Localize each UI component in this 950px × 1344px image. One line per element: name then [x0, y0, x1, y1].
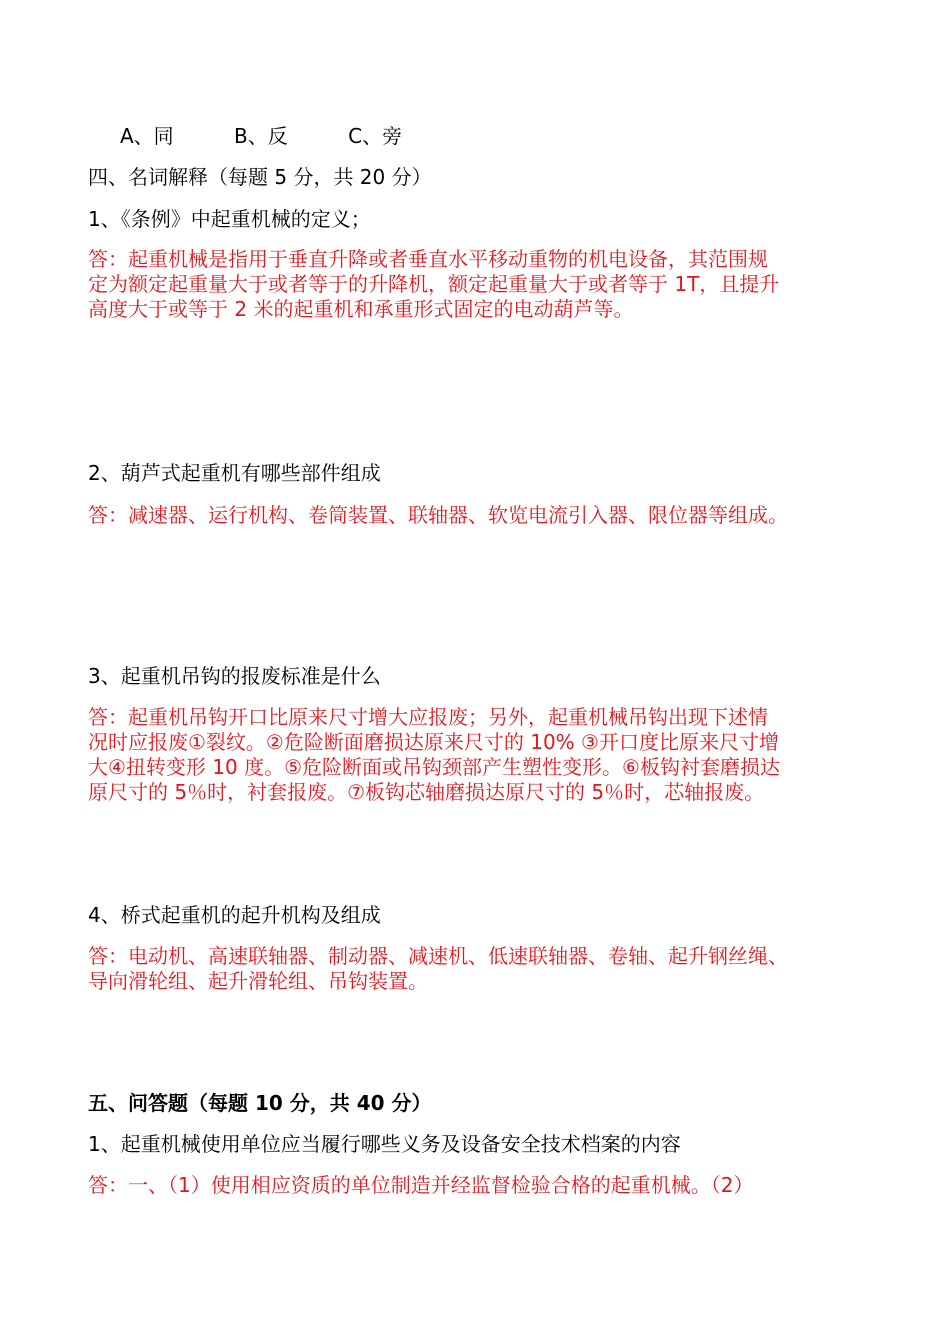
answer-line: 答：起重机吊钩开口比原来尺寸增大应报废；另外，起重机械吊钩出现下述情: [88, 705, 768, 729]
section4-answer-2: [88, 503, 878, 528]
answer-line: 答：电动机、高速联轴器、制动器、减速机、低速联轴器、卷轴、起升钢丝绳、: [88, 944, 788, 968]
section4-answer-4: [88, 944, 878, 994]
answer-line: 定为额定起重量大于或者等于的升降机，额定起重量大于或者等于 1T，且提升: [88, 272, 780, 296]
option-b: B、反: [234, 124, 288, 148]
section4-question-1: 1、《条例》中起重机械的定义；: [88, 207, 371, 231]
section5-answer-1: [88, 1173, 878, 1198]
answer-line: 答：起重机械是指用于垂直升降或者垂直水平移动重物的机电设备，其范围规: [88, 247, 768, 271]
answer-line: 原尺寸的 5％时，衬套报废。⑦板钩芯轴磨损达原尺寸的 5％时，芯轴报废。: [88, 780, 765, 804]
section4-question-4: 4、桥式起重机的起升机构及组成: [88, 903, 381, 927]
section4-answer-3: [88, 705, 878, 805]
option-c: C、旁: [348, 124, 403, 148]
section4-question-2: 2、葫芦式起重机有哪些部件组成: [88, 461, 381, 485]
section5-question-1: 1、起重机械使用单位应当履行哪些义务及设备安全技术档案的内容: [88, 1132, 681, 1156]
answer-line: 况时应报废①裂纹。②危险断面磨损达原来尺寸的 10% ③开口度比原来尺寸增: [88, 730, 779, 754]
section5-heading: 五、问答题（每题 10 分，共 40 分）: [88, 1091, 432, 1115]
answer-line: 大④扭转变形 10 度。⑤危险断面或吊钩颈部产生塑性变形。⑥板钩衬套磨损达: [88, 755, 780, 779]
section4-answer-1: [88, 247, 878, 322]
answer-line: 高度大于或等于 2 米的起重机和承重形式固定的电动葫芦等。: [88, 297, 634, 321]
options-row: [120, 124, 910, 149]
answer-line: 答：减速器、运行机构、卷筒装置、联轴器、软览电流引入器、限位器等组成。: [88, 503, 788, 527]
section4-heading: 四、名词解释（每题 5 分，共 20 分）: [88, 165, 432, 189]
answer-line: 答：一、（1）使用相应资质的单位制造并经监督检验合格的起重机械。（2）: [88, 1173, 754, 1197]
answer-line: 导向滑轮组、起升滑轮组、吊钩装置。: [88, 969, 428, 993]
section4-question-3: 3、起重机吊钩的报废标准是什么: [88, 664, 381, 688]
option-a: A、同: [120, 124, 174, 148]
